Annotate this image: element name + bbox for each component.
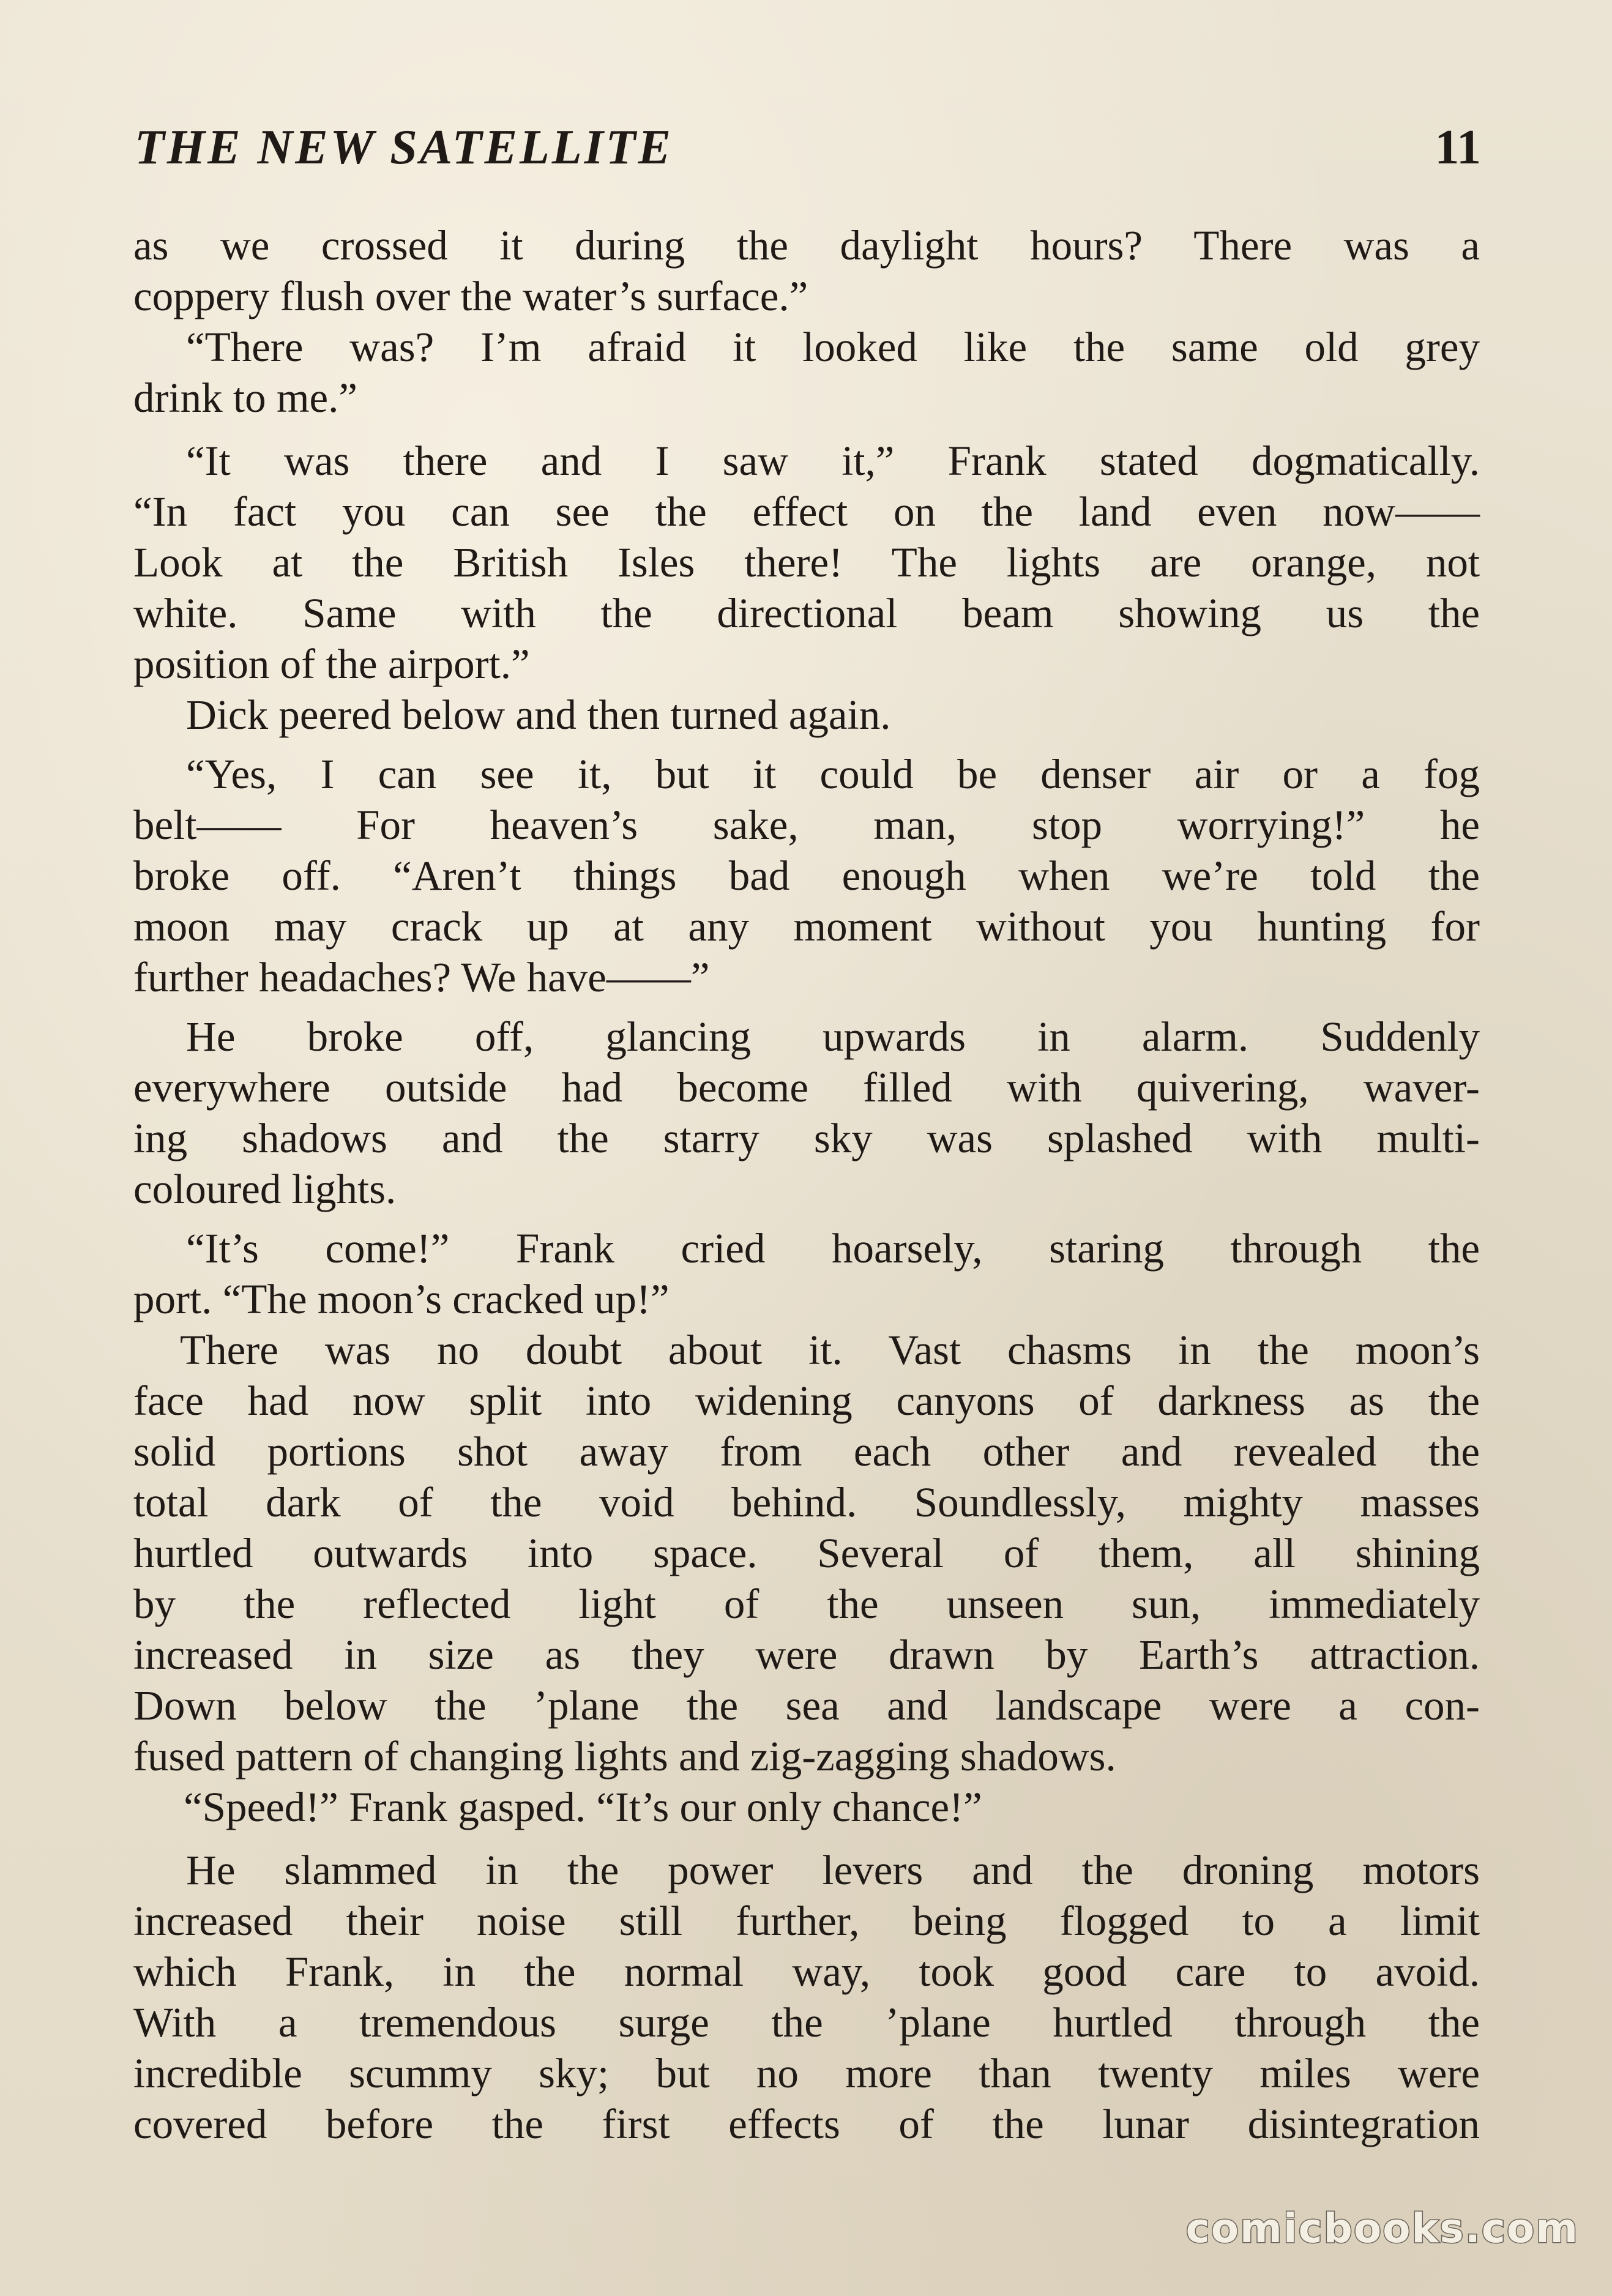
text-line: coppery flush over the water’s surface.” bbox=[133, 273, 808, 319]
text-line: which Frank, in the normal way, took good care to avoid. bbox=[133, 1948, 1480, 1995]
text-line: face had now split into widening canyons of darkness as the bbox=[133, 1377, 1480, 1424]
watermark-logo: comicbooks.com bbox=[1185, 2205, 1579, 2252]
text-line: everywhere outside had become filled with quivering, waver- bbox=[133, 1064, 1480, 1111]
text-line: position of the airport.” bbox=[133, 641, 530, 687]
text-line: “In fact you can see the effect on the land even now—— bbox=[133, 488, 1480, 535]
text-line: belt—— For heaven’s sake, man, stop worrying!” he bbox=[133, 802, 1480, 848]
text-line: total dark of the void behind. Soundlessly, mighty masses bbox=[133, 1479, 1480, 1526]
text-line: increased in size as they were drawn by Earth’s attraction. bbox=[133, 1631, 1480, 1678]
running-head bbox=[135, 120, 1481, 181]
text-line: port. “The moon’s cracked up!” bbox=[133, 1276, 670, 1322]
page-number: 11 bbox=[1435, 121, 1481, 174]
text-line: incredible scummy sky; but no more than twenty miles were bbox=[133, 2050, 1480, 2097]
text-line: as we crossed it during the daylight hours? There was a bbox=[133, 222, 1480, 269]
text-line: He slammed in the power levers and the droning motors bbox=[186, 1847, 1480, 1893]
text-line: Down below the ’plane the sea and landscape were a con- bbox=[133, 1682, 1480, 1729]
text-line: He broke off, glancing upwards in alarm. Suddenly bbox=[186, 1013, 1480, 1060]
text-line: drink to me.” bbox=[133, 375, 357, 421]
text-line: by the reflected light of the unseen sun, immediately bbox=[133, 1581, 1480, 1627]
text-line: increased their noise still further, being flogged to a limit bbox=[133, 1898, 1480, 1944]
text-line: further headaches? We have——” bbox=[133, 954, 710, 1001]
text-line: Look at the British Isles there! The lights are orange, not bbox=[133, 539, 1480, 586]
text-line: Dick peered below and then turned again. bbox=[186, 691, 891, 738]
text-line: coloured lights. bbox=[133, 1166, 397, 1212]
text-line: white. Same with the directional beam showing us the bbox=[133, 590, 1480, 636]
text-line: “It’s come!” Frank cried hoarsely, staring through the bbox=[186, 1225, 1480, 1272]
text-line: hurtled outwards into space. Several of them, all shining bbox=[133, 1530, 1480, 1576]
text-line: ing shadows and the starry sky was splashed with multi- bbox=[133, 1115, 1480, 1161]
text-line: fused pattern of changing lights and zig-zagging shadows. bbox=[133, 1733, 1116, 1780]
text-line: broke off. “Aren’t things bad enough when we’re told the bbox=[133, 852, 1480, 899]
text-line: “Speed!” Frank gasped. “It’s our only chance!” bbox=[184, 1784, 982, 1830]
text-line: solid portions shot away from each other and revealed the bbox=[133, 1428, 1480, 1475]
text-line: With a tremendous surge the ’plane hurtled through the bbox=[133, 1999, 1480, 2046]
text-line: “There was? I’m afraid it looked like the same old grey bbox=[186, 324, 1480, 370]
body-text bbox=[133, 220, 1480, 2150]
text-line: “Yes, I can see it, but it could be denser air or a fog bbox=[186, 751, 1480, 797]
text-line: moon may crack up at any moment without you hunting for bbox=[133, 903, 1480, 950]
running-title: THE NEW SATELLITE bbox=[135, 121, 674, 174]
text-line: covered before the first effects of the lunar disintegration bbox=[133, 2101, 1480, 2147]
text-line: There was no doubt about it. Vast chasms in the moon’s bbox=[180, 1327, 1480, 1373]
text-line: “It was there and I saw it,” Frank stated dogmatically. bbox=[186, 438, 1480, 484]
